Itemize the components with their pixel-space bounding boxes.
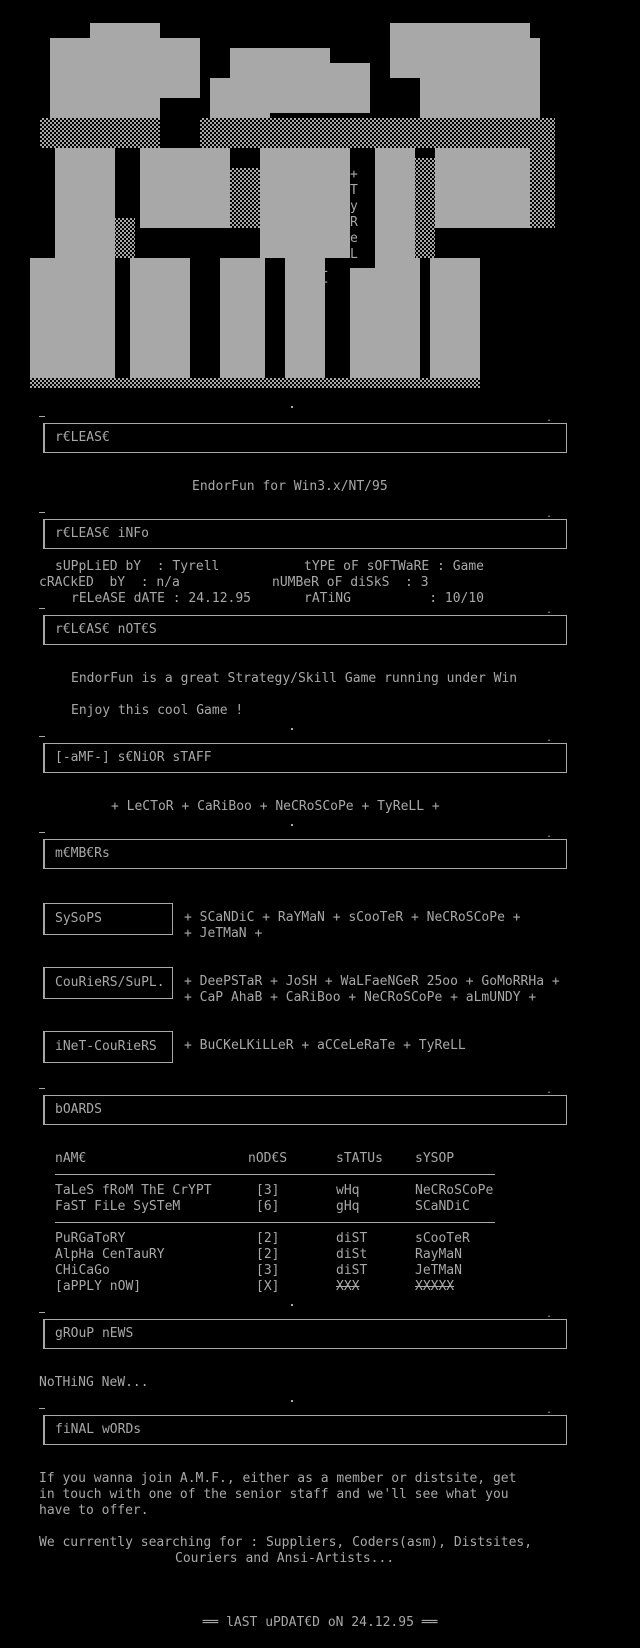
- board-sysop: RayMaN: [415, 1247, 462, 1262]
- boards-header: . bOARDS: [43, 1095, 567, 1125]
- board-nodes: [2]: [256, 1247, 280, 1262]
- release-info-header: . r€LEAS€ iNFo: [43, 519, 567, 549]
- boards-col-nodes: nOD€S: [248, 1151, 288, 1166]
- boards-rule-1: [55, 1174, 495, 1175]
- board-nodes: [X]: [256, 1279, 280, 1294]
- rating: rATiNG : 10/10: [304, 591, 485, 606]
- member-group-inet-couriers-line-1: + BuCKeLKiLLeR + aCCeLeRaTe + TyReLL: [184, 1038, 466, 1053]
- board-status: gHq: [336, 1199, 360, 1214]
- member-group-sysops-line-1: + SCaNDiC + RaYMaN + sCooTeR + NeCRoSCoPe +: [184, 910, 521, 925]
- decorative-dot: [291, 1400, 293, 1402]
- member-group-couriers-line-1: + DeePSTaR + JoSH + WaLFaeNGeR 25oo + GoMoRRHa +: [184, 974, 560, 989]
- final-words-line-1: If you wanna join A.M.F., either as a member or distsite, get: [39, 1471, 517, 1486]
- board-name: TaLeS fRoM ThE CrYPT: [55, 1183, 212, 1198]
- release-notes-line-2: Enjoy this cool Game !: [71, 703, 244, 718]
- boards-col-sysop: sYSOP: [415, 1151, 455, 1166]
- release-notes-header: . r€L€AS€ nOT€S: [43, 615, 567, 645]
- decorative-dot: [291, 824, 293, 826]
- footer-last-updated: ══ lAST uPDAT€D oN 24.12.95 ══: [202, 1615, 438, 1630]
- final-words-line-5: Couriers and Ansi-Artists...: [175, 1551, 395, 1566]
- members-header: . m€MB€Rs: [43, 839, 567, 869]
- board-sysop: JeTMaN: [415, 1263, 462, 1278]
- number-of-disks: nUMBeR oF diSkS : 3: [272, 575, 429, 590]
- group-news-text: NoTHiNG NeW...: [39, 1375, 149, 1390]
- member-group-inet-couriers: iNeT-CouRieRS: [43, 1031, 173, 1063]
- board-status: diSt: [336, 1247, 368, 1262]
- svg-text:L: L: [350, 247, 358, 262]
- board-sysop: NeCRoSCoPe: [415, 1183, 494, 1198]
- board-nodes: [3]: [256, 1183, 280, 1198]
- final-words-line-2: in touch with one of the senior staff and we'll see what you: [39, 1487, 509, 1502]
- release-title: EndorFun for Win3.x/NT/95: [192, 479, 388, 494]
- boards-col-name: nAM€: [55, 1151, 87, 1166]
- svg-text:L: L: [320, 261, 328, 276]
- member-group-couriers: CouRieRS/SuPL.: [43, 967, 173, 999]
- board-nodes: [6]: [256, 1199, 280, 1214]
- boards-col-status: sTATUs: [336, 1151, 383, 1166]
- board-status: XXX: [336, 1279, 360, 1294]
- supplied-by: sUPpLiED bY : Tyrell: [55, 559, 220, 574]
- member-group-sysops: SySoPS: [43, 903, 173, 935]
- board-sysop: sCooTeR: [415, 1231, 470, 1246]
- senior-staff-header: . [-aMF-] s€NiOR sTAFF: [43, 743, 567, 773]
- svg-text:+: +: [320, 275, 328, 290]
- type-of-software: tYPE oF sOFTWaRE : Game: [304, 559, 485, 574]
- cracked-by: cRACkED bY : n/a: [39, 575, 180, 590]
- board-name: [aPPLY nOW]: [55, 1279, 142, 1294]
- decorative-dot: [291, 1304, 293, 1306]
- final-words-header: . fiNAL wORDs: [43, 1415, 567, 1445]
- member-group-couriers-line-2: + CaP AhaB + CaRiBoo + NeCRoSCoPe + aLmUNDY +: [184, 990, 537, 1005]
- senior-staff-list: + LeCToR + CaRiBoo + NeCRoSCoPe + TyReLL +: [111, 799, 440, 814]
- svg-text:T: T: [350, 183, 358, 198]
- board-nodes: [2]: [256, 1231, 280, 1246]
- board-status: diST: [336, 1231, 368, 1246]
- board-status: diST: [336, 1263, 368, 1278]
- member-group-sysops-line-2: + JeTMaN +: [184, 926, 263, 941]
- boards-rule-2: [55, 1222, 495, 1223]
- decorative-dot: [291, 406, 293, 408]
- svg-text:R: R: [350, 215, 358, 230]
- final-words-line-3: have to offer.: [39, 1503, 149, 1518]
- board-name: AlpHa CenTauRY: [55, 1247, 165, 1262]
- board-nodes: [3]: [256, 1263, 280, 1278]
- board-name: PuRGaToRY: [55, 1231, 126, 1246]
- final-words-line-4: We currently searching for : Suppliers, Coders(asm), Distsites,: [39, 1535, 533, 1550]
- svg-text:e: e: [350, 231, 358, 246]
- svg-text:y: y: [350, 199, 358, 214]
- board-sysop: XXXXX: [415, 1279, 455, 1294]
- release-notes-line-1: EndorFun is a great Strategy/Skill Game running under Win: [71, 671, 518, 686]
- board-sysop: SCaNDiC: [415, 1199, 470, 1214]
- decorative-dot: [291, 728, 293, 730]
- amf-ansi-logo: [30, 18, 565, 403]
- board-name: CHiCaGo: [55, 1263, 110, 1278]
- board-name: FaST FiLe SySTeM: [55, 1199, 181, 1214]
- board-status: wHq: [336, 1183, 360, 1198]
- group-news-header: . gROuP nEWS: [43, 1319, 567, 1349]
- logo-vertical-text-1: +: [350, 167, 358, 182]
- release-date: rELeASE dATE : 24.12.95: [71, 591, 252, 606]
- release-header: . r€LEAS€: [43, 423, 567, 453]
